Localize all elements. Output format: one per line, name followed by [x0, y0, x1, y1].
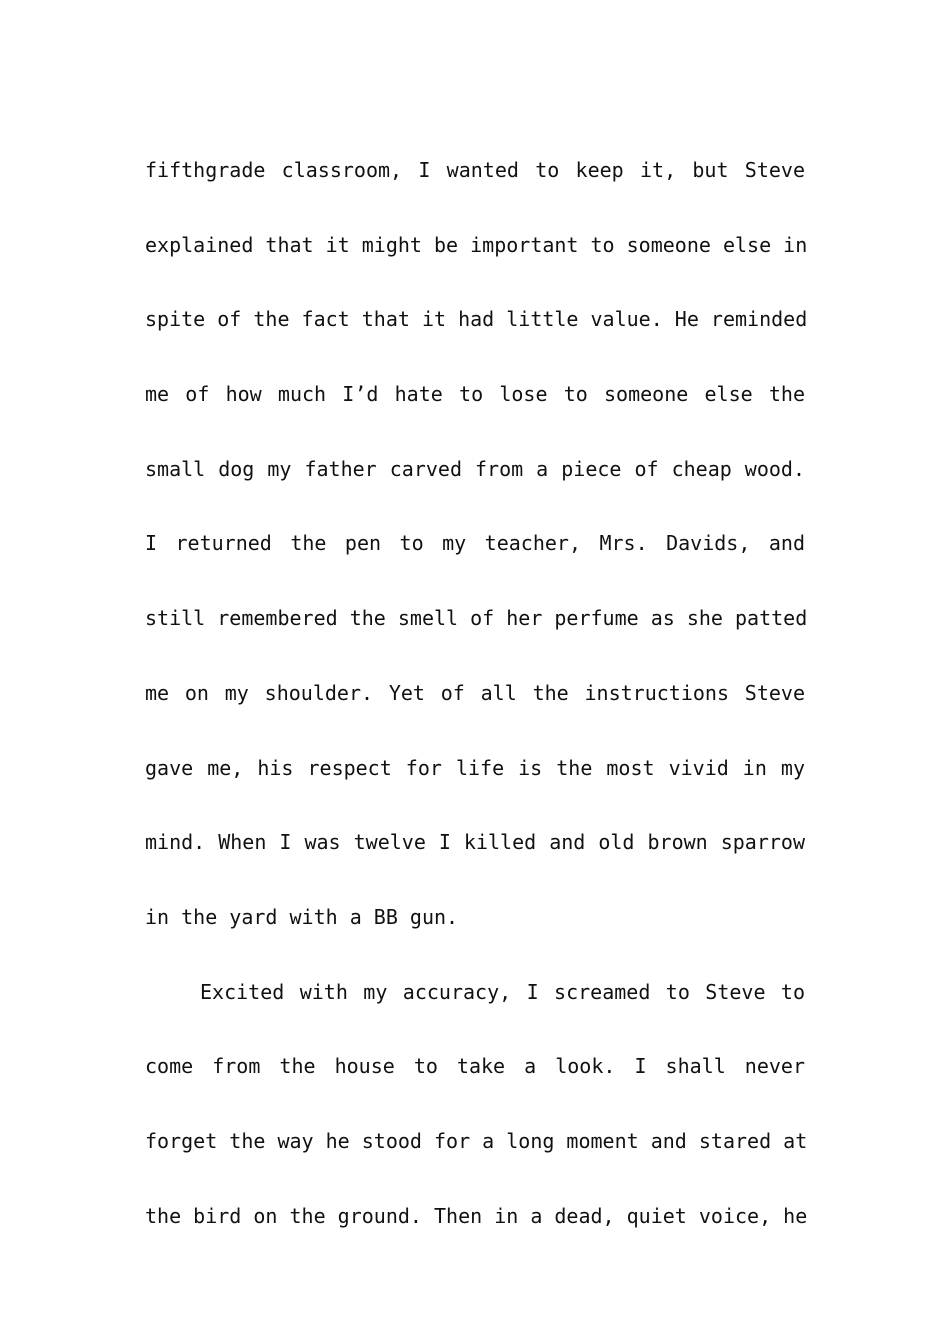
text-line: me of how much I’d hate to lose to someone else the: [145, 382, 805, 407]
text-line: gave me, his respect for life is the most vivid in my: [145, 755, 805, 780]
text-line: the bird on the ground. Then in a dead, quiet voice, he: [145, 1203, 808, 1228]
text-line: me on my shoulder. Yet of all the instructions Steve: [145, 680, 805, 705]
text-line: Excited with my accuracy, I screamed to Steve to: [200, 979, 805, 1004]
text-line: in the yard with a BB gun.: [145, 904, 459, 929]
text-line: forget the way he stood for a long moment and stared at: [145, 1128, 808, 1153]
text-line: explained that it might be important to someone else in: [145, 232, 808, 257]
text-line: come from the house to take a look. I shall never: [145, 1054, 805, 1079]
text-line: fifthgrade classroom, I wanted to keep it, but Steve: [145, 158, 805, 182]
text-line: spite of the fact that it had little value. He reminded: [145, 307, 808, 332]
body-text: [145, 133, 808, 1253]
text-line: still remembered the smell of her perfume as she patted: [145, 606, 808, 631]
text-line: mind. When I was twelve I killed and old brown sparrow: [145, 830, 805, 855]
text-line: small dog my father carved from a piece of cheap wood.: [145, 456, 805, 481]
text-line: I returned the pen to my teacher, Mrs. Davids, and: [145, 531, 805, 556]
